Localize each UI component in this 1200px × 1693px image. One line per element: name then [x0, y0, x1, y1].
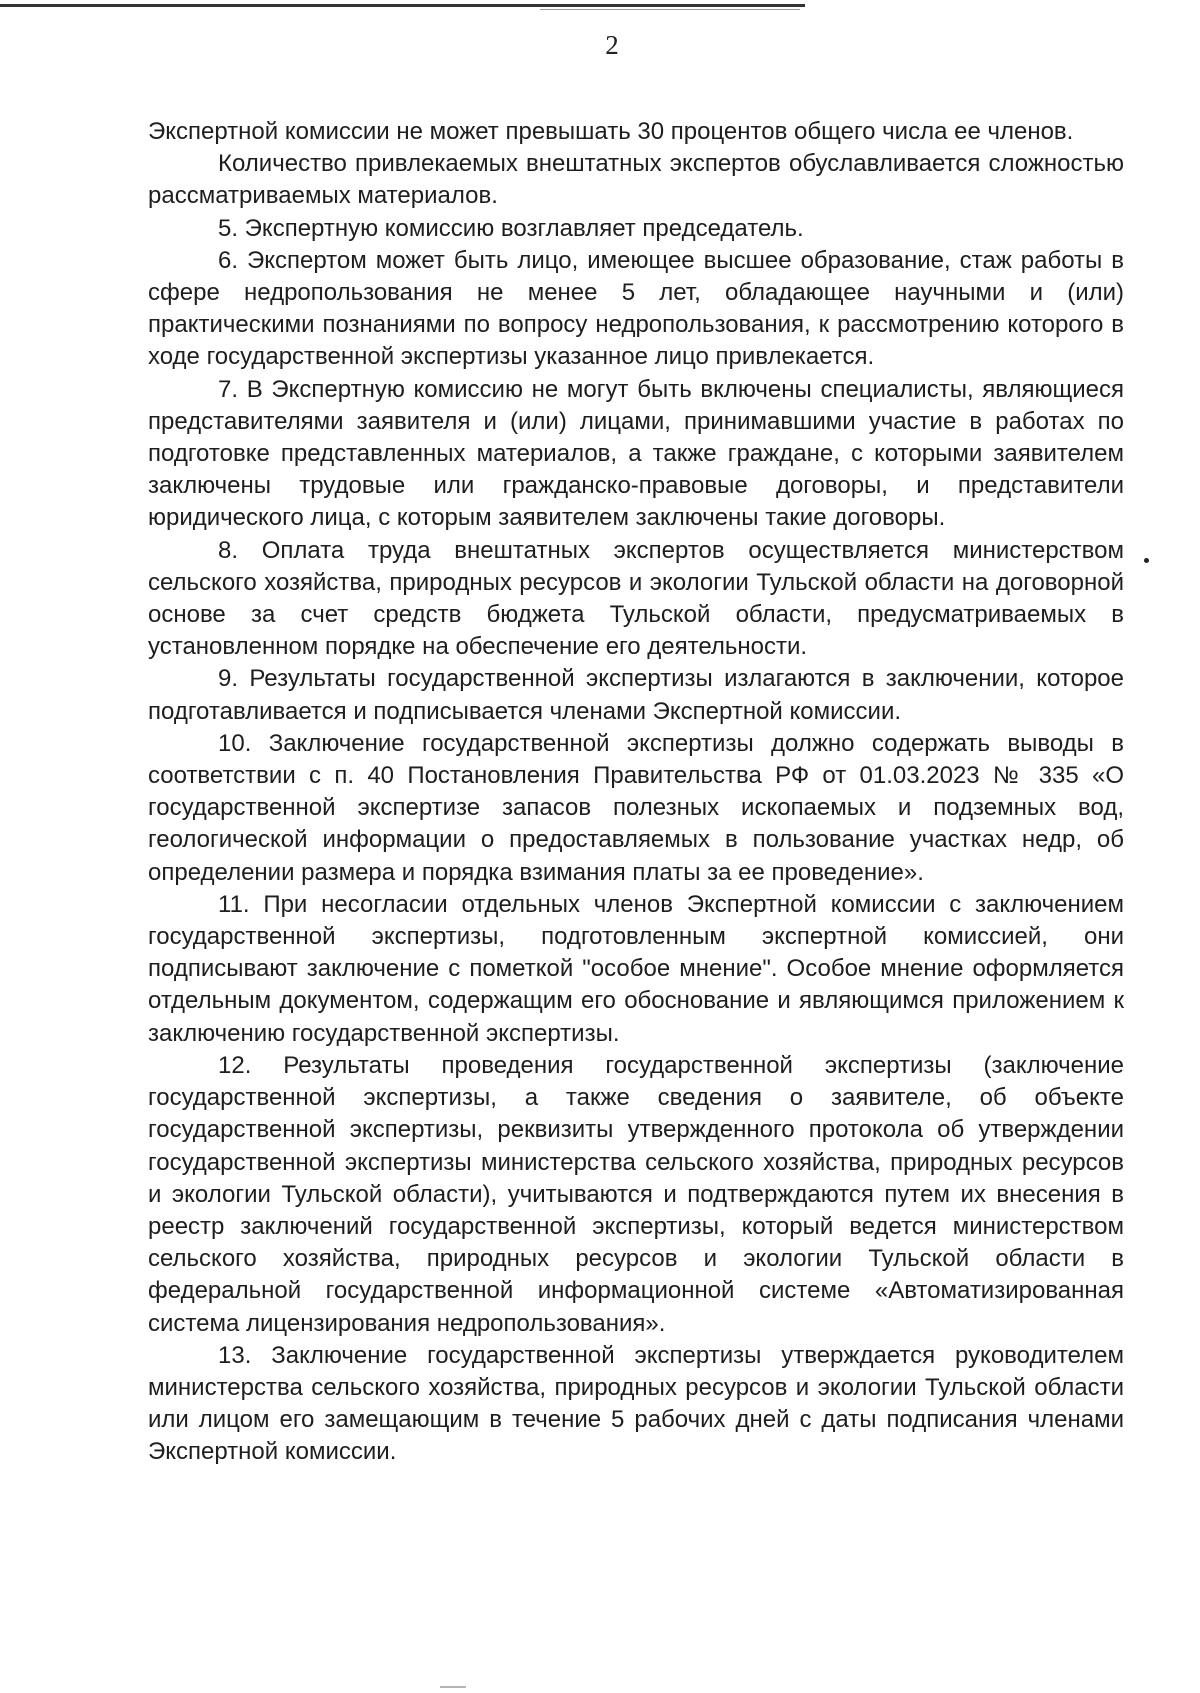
paragraph-item-9: 9. Результаты государственной экспертизы излагаются в заключении, которое подготавливается и подписывается членами Экспертной комиссии.: [148, 665, 1124, 725]
paragraph-item-11: 11. При несогласии отдельных членов Экспертной комиссии с заключением государственной экспертизы, подготовленным экспертной комиссией, они подписывают заключение с пометкой "особое мнение". Особое мнение оформляется отдельным документом, содержащим его обоснование и являющимся приложением к заключению государственной экспертизы.: [148, 890, 1124, 1047]
document-body: [148, 116, 1124, 1469]
paragraph-item-7: 7. В Экспертную комиссию не могут быть включены специалисты, являющиеся представителями заявителя и (или) лицами, принимавшими участие в работах по подготовке представленных материалов, а также граждане, с которыми заявителем заключены трудовые или гражданско-правовые договоры, и представители юридического лица, с которым заявителем заключены такие договоры.: [148, 375, 1124, 532]
page-number: 2: [605, 30, 619, 60]
paragraph-item-10: 10. Заключение государственной экспертизы должно содержать выводы в соответствии с п. 40 Постановления Правительства РФ от 01.03.2023 № 335 «О государственной экспертизе запасов полезных ископаемых и подземных вод, геологической информации о предоставляемых в пользование участках недр, об определении размера и порядка взимания платы за ее проведение».: [148, 729, 1124, 886]
paragraph-item-12: 12. Результаты проведения государственной экспертизы (заключение государственной экспертизы, а также сведения о заявителе, об объекте государственной экспертизы, реквизиты утвержденного протокола об утверждении государственной экспертизы министерства сельского хозяйства, природных ресурсов и экологии Тульской области), учитываются и подтверждаются путем их внесения в реестр заключений государственной экспертизы, который ведется министерством сельского хозяйства, природных ресурсов и экологии Тульской области в федеральной государственной информационной системе «Автоматизированная система лицензирования недропользования».: [148, 1051, 1124, 1337]
paragraph-item-8: 8. Оплата труда внештатных экспертов осуществляется министерством сельского хозяйства, природных ресурсов и экологии Тульской области на договорной основе за счет средств бюджета Тульской области, предусматриваемых в установленном порядке на обеспечение его деятельности.: [148, 536, 1124, 661]
scan-edge-line: [0, 4, 805, 7]
paragraph-item-13: 13. Заключение государственной экспертизы утверждается руководителем министерства сельского хозяйства, природных ресурсов и экологии Тульской области или лицом его замещающим в течение 5 рабочих дней с даты подписания членами Экспертной комиссии.: [148, 1341, 1124, 1466]
paragraph-item-6: 6. Экспертом может быть лицо, имеющее высшее образование, стаж работы в сфере недропользования не менее 5 лет, обладающее научными и (или) практическими познаниями по вопросу недропользования, к рассмотрению которого в ходе государственной экспертизы указанное лицо привлекается.: [148, 246, 1124, 371]
paragraph-continuation: Экспертной комиссии не может превышать 30 процентов общего числа ее членов.: [148, 118, 1074, 145]
scan-edge-line-faint: [540, 9, 800, 10]
paragraph-experts-count: Количество привлекаемых внештатных экспертов обуславливается сложностью рассматриваемых материалов.: [148, 150, 1124, 210]
paragraph-item-5: 5. Экспертную комиссию возглавляет председатель.: [218, 214, 804, 242]
scan-bottom-mark: [440, 1686, 466, 1688]
scan-margin-dot: [1144, 558, 1149, 563]
